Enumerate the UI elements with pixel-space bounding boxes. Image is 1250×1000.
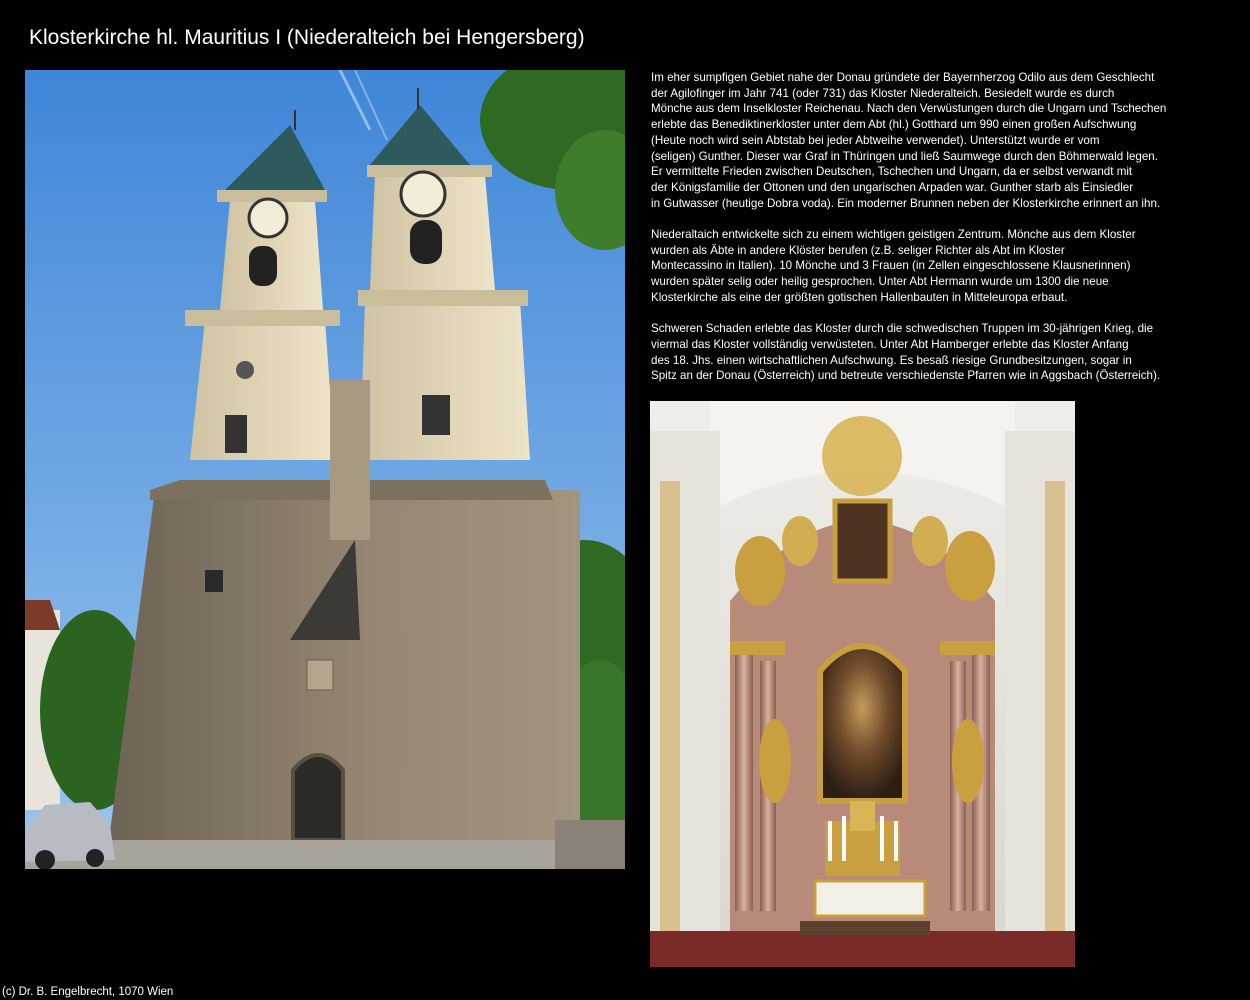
- high-altar-photo: [650, 401, 1075, 967]
- paragraph-2: Niederaltaich entwickelte sich zu einem wichtigen geistigen Zentrum. Mönche aus dem Kloster wurden als Äbte in andere Klöster berufen (z.B. seliger Richter als Abt im Kloster Montecassino in Italien). 10 Mönche und 3 Frauen (in Zellen eingeschlossene Klausnerinnen) wurden später selig oder heilig gesprochen. Unter Abt Hermann wurde um 1300 die neue Klosterkirche als eine der größten gotischen Hallenbauten in Mitteleuropa erbaut.: [651, 228, 1136, 304]
- paragraph-1: Im eher sumpfigen Gebiet nahe der Donau gründete der Bayernherzog Odilo aus dem Geschlecht der Agilofinger im Jahr 741 (oder 731) das Kloster Niederalteich. Besiedelt wurde es durch Mönche aus dem Inselkloster Reichenau. Nach den Verwüstungen durch die Ungarn und Tschechen erlebte das Benediktinerkloster unter dem Abt (hl.) Gotthard um 990 einen großen Aufschwung (Heute noch wird sein Abtstab bei jeder Abtweihe verwendet). Unterstützt wurde er vom (seligen) Gunther. Dieser war Graf in Thüringen und ließ Saumwege durch den Böhmerwald legen. Er vermittelte Frieden zwischen Deutschen, Tschechen und Ungarn, da er selbst verwandt mit der Königsfamilie der Ottonen und den ungarischen Arpaden war. Gunther starb als Einsiedler in Gutwasser (heutige Dobra voda). Ein moderner Brunnen neben der Klosterkirche erinnert an ihn.: [651, 71, 1167, 210]
- church-towers-photo: [25, 70, 625, 869]
- page-title: Klosterkirche hl. Mauritius I (Niederalteich bei Hengersberg): [29, 26, 585, 49]
- article-text: [651, 70, 1196, 400]
- copyright-footer: (c) Dr. B. Engelbrecht, 1070 Wien: [2, 986, 174, 998]
- paragraph-3: Schweren Schaden erlebte das Kloster durch die schwedischen Truppen im 30-jährigen Krieg, die viermal das Kloster vollständig verwüsteten. Unter Abt Hamberger erlebte das Kloster Anfang des 18. Jhs. einen wirtschaftlichen Aufschwung. Es besaß riesige Grundbesitzungen, sogar in Spitz an der Donau (Österreich) und betreute verschiedenste Pfarren wie in Aggsbach (Österreich).: [651, 322, 1161, 383]
